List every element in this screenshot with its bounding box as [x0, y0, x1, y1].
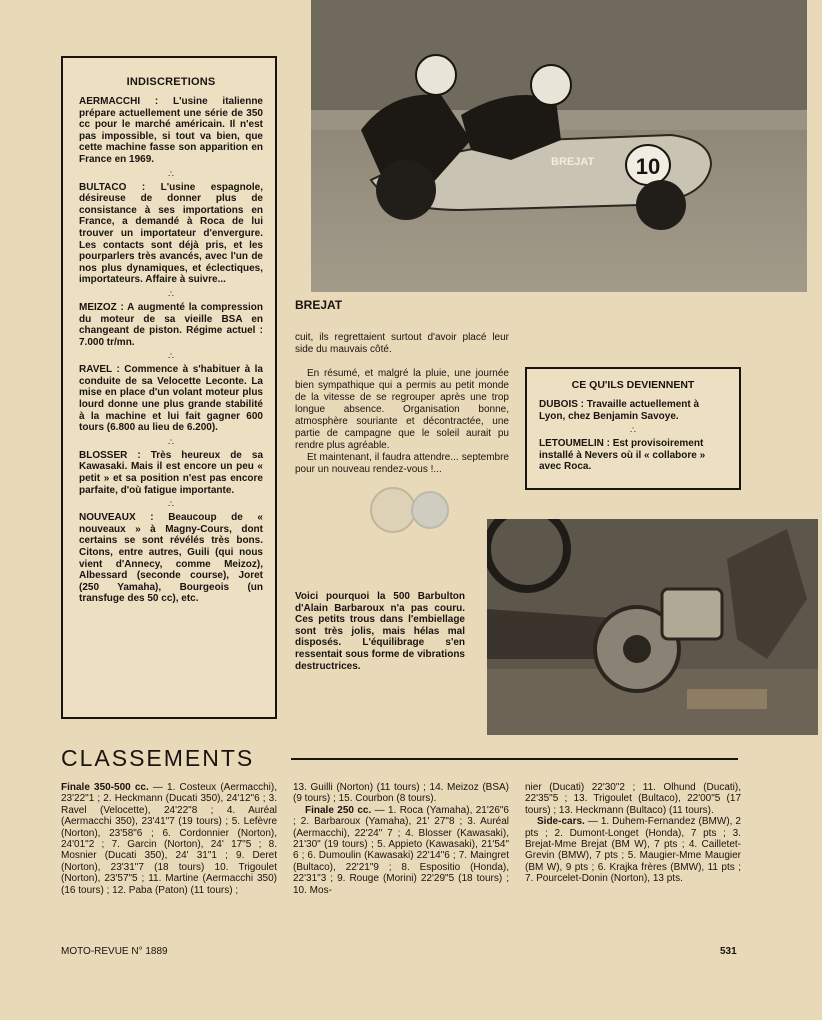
results-column-3: [525, 782, 741, 885]
results-paragraph: [293, 782, 509, 805]
results-paragraph: [61, 782, 277, 896]
devenir-letoumelin: LETOUMELIN : Est provisoirement installé à Nevers où il « collabore » avec Roca.: [539, 438, 706, 473]
results-paragraph: [525, 816, 741, 884]
indiscretion-blosser: BLOSSER : Très heureux de sa Kawasaki. Mais il est encore un peu « petit » et sa position n'est pas encore parfaite, d'où fatigue importante.: [79, 449, 263, 496]
indiscretions-box: [61, 56, 277, 719]
separator: ∴: [168, 436, 174, 447]
results-text: — 1. Roca (Yamaha), 21'26"6 ; 2. Barbaroux (Yamaha), 21' 27"8 ; 3. Auréal (Aermacchi), 22'24" 7 ; 4. Blosser (Kawasaki), 21'30" (19 tours) ; 5. Appieto (Kawasaki), 21'54" 6 ; 6. Dumoulin (Kawasaki) 22'14"6 ; 7. Maingret (Bultaco), 22'21"9 ; 8. Espositio (Honda), 22'31"3 ; 9. Rouge (Morini) 22'29"5 (18 tours) ; 10. Mos-: [293, 804, 509, 896]
footer-magazine: MOTO-REVUE N° 1889: [61, 946, 168, 957]
results-column-1: [61, 782, 277, 896]
sidecar-number: 10: [635, 154, 661, 179]
devenir-dubois: DUBOIS : Travaille actuellement à Lyon, chez Benjamin Savoye.: [539, 399, 700, 422]
indiscretions-title: INDISCRETIONS: [126, 76, 216, 88]
separator: ∴: [168, 168, 174, 179]
article-paragraph: cuit, ils regrettaient surtout d'avoir placé leur side du mauvais côté.: [295, 332, 509, 355]
indiscretion-bultaco: BULTACO : L'usine espagnole, désireuse de donner plus de consistance à ses importations en France, a demandé à Roca de lui trouver un importateur d'envergure. Les contacts sont déjà pris, et les pourparlers très avancés, avec l'un de nos plus dynamiques, et éclectiques, importateurs. Affaire à suivre...: [79, 181, 263, 286]
indiscretion-nouveaux: NOUVEAUX : Beaucoup de « nouveaux » à Magny-Cours, dont certains se sont révélés très bons. Citons, entre autres, Guili (qui nous vient d'Annecy, comme Meizoz), Albessard (seconde course), Joret (250 Yamaha), Bourgeois (un transfuge des 50 cc), etc.: [79, 512, 263, 605]
separator: ∴: [168, 351, 174, 362]
results-label: Side-cars.: [537, 816, 585, 828]
sidecar-photo: [311, 0, 807, 292]
indiscretion-ravel: RAVEL : Commence à s'habituer à la conduite de sa Velocette Leconte. La mise en place d'un volant moteur plus lourd donne une plus grande stabilité à la machine et lui fait gagner 600 tours (6.800 au lieu de 6.200).: [79, 364, 263, 434]
engine-photo: [487, 519, 818, 735]
engine-illustration: [487, 519, 818, 735]
indiscretion-meizoz: MEIZOZ : A augmenté la compression du moteur de sa vieille BSA en changeant de piston. Régime actuel : 7.000 tr/mn.: [79, 301, 263, 348]
watermark-logo: [368, 480, 458, 545]
results-paragraph: [293, 805, 509, 896]
results-paragraph: [525, 782, 741, 816]
devenir-box: [525, 367, 741, 490]
results-text: 13. Guilli (Norton) (11 tours) ; 14. Meizoz (BSA) (9 tours) ; 15. Courbon (8 tours).: [293, 782, 509, 805]
sidecar-illustration: [311, 0, 807, 292]
indiscretion-aermacchi: AERMACCHI : L'usine italienne prépare actuellement une série de 350 cc pour le marché américain. Il n'est pas impossible, si tout va bien, que cette machine fasse son apparition en France en 1969.: [79, 96, 263, 165]
photo-caption-brejat: BREJAT: [295, 298, 343, 312]
results-label: Finale 350-500 cc.: [61, 782, 149, 793]
devenir-title: CE QU'ILS DEVIENNENT: [571, 379, 695, 391]
divider: [291, 758, 738, 760]
results-text: — 1. Costeux (Aermacchi), 23'22"1 ; 2. Heckmann (Ducati 350), 24'12"6 ; 3. Ravel (Velocette), 24'22"8 ; 4. Auréal (Aermacchi 350), 23'41"7 (19 tours) ; 5. Lefèvre (Norton), 23'58"6 ; 6. Cordonnier (Norton), 24'01"2 ; 7. Garcin (Norton), 24' 17"5 ; 8. Mosnier (Ducati 350), 24' 31"1 ; 9. Deret (Norton), 23'31"7 (18 tours) 10. Trigoulet (Norton), 23'57"5 ; 11. Martine (Aermacchi 350) (16 tours) ; 12. Paba (Paton) (11 tours) ;: [61, 782, 277, 896]
results-text: nier (Ducati) 22'30"2 ; 11. Olhund (Ducati), 22'35"5 ; 13. Trigoulet (Bultaco), 22'00"5 (17 tours) ; 13. Heckmann (Bultaco) (11 tours).: [525, 782, 741, 816]
results-column-2: [293, 782, 509, 896]
article-paragraph: En résumé, et malgré la pluie, une journée bien sympathique qui a permis au petit monde de la vitesse de se regrouper après une trop longue absence. Organisation bonne, atmosphère souriante et décontractée, une partie de campagne que le soleil aurait pu rendre plus agréable.: [295, 368, 509, 451]
results-label: Finale 250 cc.: [305, 804, 372, 816]
separator: ∴: [630, 425, 636, 436]
footer-page-number: 531: [720, 946, 737, 957]
photo-caption-barbulton: Voici pourquoi la 500 Barbulton d'Alain Barbaroux n'a pas couru. Ces petits trous dans l'embiellage sont très jolis, mais hélas mal disposés. L'équilibrage s'en ressentait sous forme de vibrations destructrices.: [295, 591, 465, 672]
article-text: [295, 332, 509, 488]
results-text: — 1. Duhem-Fernandez (BMW), 2 pts ; 2. Dumont-Longet (Honda), 7 pts ; 3. Brejat-Mme Brejat (BM W), 7 pts ; 4. Cailletet-Grevin (BMW), 7 pts ; 5. Maugier-Mme Maugier (BM W), 9 pts ; 6. Krajka frères (BMW), 11 pts ; 7. Pourcelet-Donin (Norton), 13 pts.: [525, 816, 741, 885]
article-paragraph: Et maintenant, il faudra attendre... septembre pour un nouveau rendez-vous !...: [295, 452, 509, 475]
sidecar-fairing-text: BREJAT: [551, 156, 595, 168]
separator: ∴: [168, 288, 174, 299]
separator: ∴: [168, 499, 174, 510]
classements-title: CLASSEMENTS: [61, 745, 255, 771]
